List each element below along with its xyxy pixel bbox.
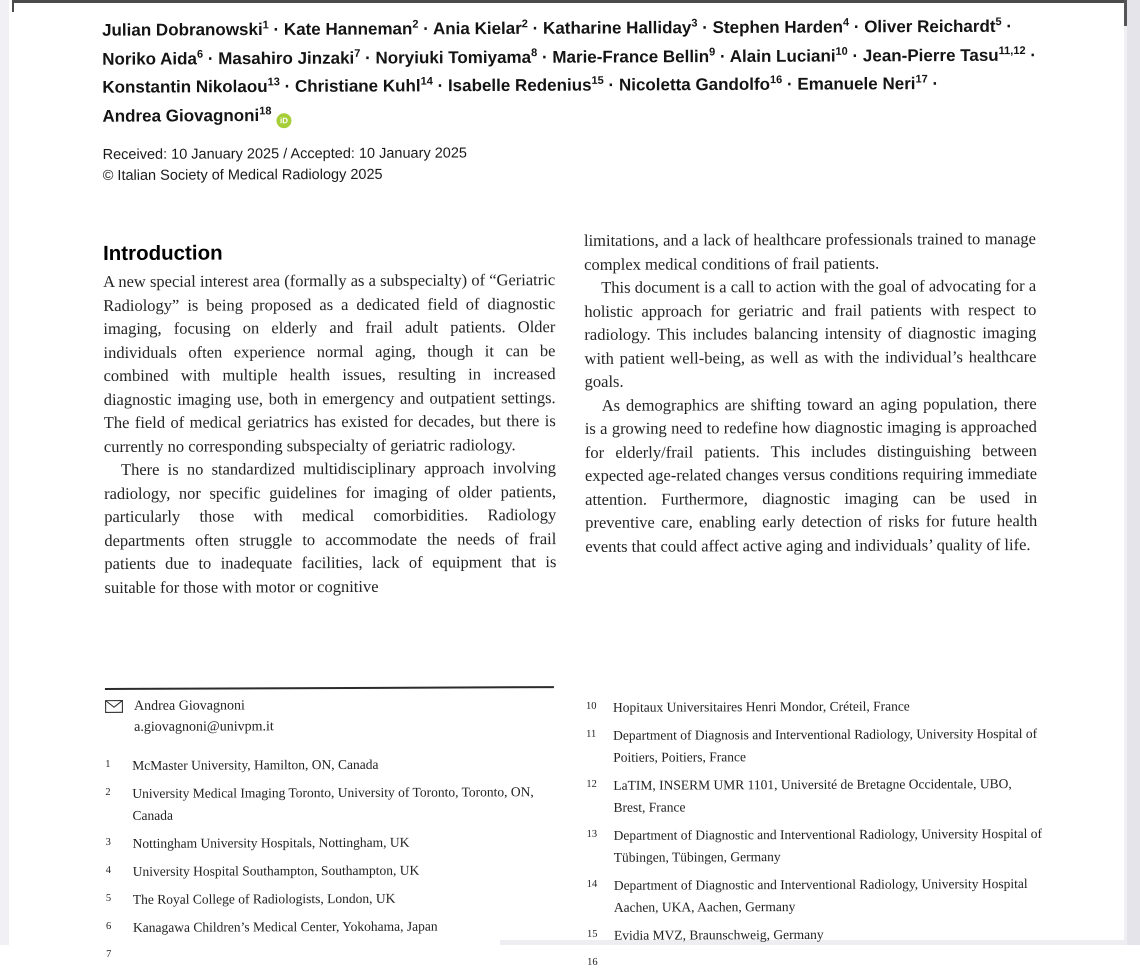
author-name: Stephen Harden (712, 17, 843, 38)
affiliations-left (105, 694, 558, 970)
affiliation-number: 11 (586, 728, 597, 740)
author-affiliation-superscript: 18 (259, 105, 272, 118)
corresponding-author-name: Andrea Giovagnoni (133, 698, 245, 714)
received-accepted-line: Received: 10 January 2025 / Accepted: 10 January 2025 (102, 145, 468, 164)
paragraph: As demographics are shifting toward an aging population, there is a growing need to redefine how diagnostic imaging is approached for elderly/frail patients. This includes distinguishing between expected age-related changes versus conditions requiring immediate attention. Furthermore, diagnostic imaging can be used in preventive care, enabling early detection of risks for future health events that could affect active aging and individuals’ quality of life. (584, 393, 1038, 556)
author-name: Oliver Reichardt (864, 16, 996, 37)
affiliation-text: University Medical Imaging Toronto, University of Toronto, Toronto, ON, Canada (132, 784, 534, 823)
author-affiliation-superscript: 16 (769, 74, 783, 87)
author-separator-dot: · (849, 17, 865, 37)
author-affiliation-superscript: 15 (591, 75, 604, 88)
envelope-icon (105, 696, 123, 738)
affiliation-item (106, 915, 558, 939)
affiliation-item (587, 923, 1045, 947)
author-separator-dot: · (697, 18, 713, 38)
author-name: Isabelle Redenius (447, 75, 592, 96)
affiliation-number: 6 (105, 921, 112, 933)
copyright-line: © Italian Society of Medical Radiology 2025 (102, 166, 383, 184)
author-block (102, 10, 1067, 129)
affiliation-item (586, 723, 1044, 769)
affiliation-number: 14 (586, 878, 598, 890)
affiliation-text (614, 951, 1045, 972)
affiliation-item (105, 781, 557, 827)
author-affiliation-superscript: 11,12 (998, 44, 1026, 57)
author-affiliation-superscript: 8 (531, 46, 538, 59)
affiliation-number: 3 (105, 837, 111, 849)
author-name: Marie-France Bellin (552, 46, 710, 67)
author-separator-dot: · (418, 19, 434, 39)
affiliations-right (586, 695, 1045, 978)
author-line (102, 38, 1067, 71)
affiliation-text: Evidia MVZ, Braunschweig, Germany (613, 926, 824, 943)
author-name: Noryiuki Tomiyama (375, 47, 532, 68)
author-separator-dot: · (279, 77, 295, 97)
author-affiliation-superscript: 6 (196, 48, 204, 61)
author-separator-dot: · (927, 74, 939, 94)
affiliation-number: 13 (586, 828, 598, 840)
footnote-divider (105, 686, 554, 690)
author-separator-dot: · (268, 19, 284, 39)
affiliation-number: 10 (585, 700, 597, 712)
author-line (102, 67, 1067, 100)
intro-left-column (103, 268, 556, 599)
affiliation-item (106, 831, 558, 855)
author-name: Andrea Giovagnoni (102, 105, 260, 126)
affiliation-number: 1 (105, 759, 111, 771)
author-name: Katharine Halliday (542, 18, 692, 38)
affiliation-item (586, 695, 1044, 719)
author-name: Jean-Pierre Tasu (862, 45, 999, 66)
author-name: Noriko Aida (102, 48, 198, 69)
affiliation-item (106, 859, 558, 883)
author-separator-dot: · (1001, 16, 1013, 36)
affiliation-text: LaTIM, INSERM UMR 1101, Université de Bretagne Occidentale, UBO, Brest, France (613, 776, 1012, 815)
affiliation-number: 4 (105, 865, 112, 877)
author-separator-dot: · (603, 75, 619, 95)
affiliation-item (587, 823, 1045, 869)
author-line (102, 10, 1067, 43)
affiliation-item (105, 753, 557, 777)
section-heading-introduction: Introduction (102, 241, 223, 265)
affiliation-item (586, 773, 1044, 819)
intro-right-column (584, 227, 1037, 558)
affiliation-text: Nottingham University Hospitals, Nottingham, UK (132, 834, 410, 851)
author-separator-dot: · (527, 18, 544, 38)
affiliation-number: 16 (587, 956, 598, 968)
author-affiliation-superscript: 4 (842, 16, 850, 29)
author-affiliation-superscript: 3 (691, 17, 698, 30)
author-name: Alain Luciani (729, 46, 836, 66)
affiliation-text (133, 943, 558, 964)
affiliation-number: 12 (586, 778, 597, 790)
affiliation-item (106, 887, 558, 911)
author-name: Konstantin Nikolaou (102, 77, 268, 98)
author-name: Masahiro Jinzaki (218, 48, 355, 68)
author-affiliation-superscript: 5 (995, 16, 1002, 29)
affiliation-text: Department of Diagnostic and Interventional Radiology, University Hospital Aachen, UKA, Aachen, Germany (613, 876, 1028, 915)
affiliation-number: 7 (106, 949, 112, 961)
affiliation-text: Hopitaux Universitaires Henri Mondor, Créteil, France (612, 698, 910, 715)
author-affiliation-superscript: 17 (915, 73, 928, 86)
author-affiliation-superscript: 1 (262, 19, 269, 32)
author-name: Nicoletta Gandolfo (618, 75, 771, 95)
author-separator-dot: · (782, 74, 798, 95)
author-name: Julian Dobranowski (102, 19, 263, 40)
affiliation-text: McMaster University, Hamilton, ON, Canada (132, 756, 379, 773)
author-separator-dot: · (1025, 45, 1037, 65)
correspondence-block (105, 694, 557, 738)
orcid-icon[interactable]: iD (276, 113, 291, 128)
paragraph: A new special interest area (formally as a subspecialty) of “Geriatric Radiology” is being proposed as a dedicated field of diagnostic imaging, focusing on elderly and frail adult patients. Older individuals often experience normal aging, though it can be combined with multiple health issues, resulting in increased diagnostic imaging use, both in emergency and outpatient settings. The field of medical geriatrics has existed for decades, but there is currently no corresponding subspecialty of geriatric radiology. (103, 270, 556, 456)
paragraph: This document is a call to action with the goal of advocating for a holistic approach for geriatric and frail patients with respect to radiology. This includes balancing intensity of diagnostic imaging with patient well-being, as well as with the individual’s healthcare goals. (584, 275, 1037, 391)
author-name: Ania Kielar (432, 18, 522, 39)
affiliation-text: University Hospital Southampton, Southampton, UK (132, 862, 420, 879)
author-separator-dot: · (360, 48, 376, 68)
author-affiliation-superscript: 2 (521, 18, 528, 31)
paragraph: limitations, and a lack of healthcare professionals trained to manage complex medical conditions of frail patients. (583, 228, 1037, 274)
affiliation-item (106, 943, 558, 964)
author-name: Kate Hanneman (283, 19, 413, 39)
author-affiliation-superscript: 9 (709, 46, 716, 59)
author-separator-dot: · (537, 47, 553, 67)
affiliation-text: The Royal College of Radiologists, London, UK (132, 890, 396, 907)
affiliation-number: 5 (105, 893, 112, 905)
author-separator-dot: · (203, 48, 219, 68)
author-affiliation-superscript: 13 (267, 76, 280, 89)
affiliation-text: Department of Diagnostic and Interventional Radiology, University Hospital of Tübingen, Tübingen, Germany (613, 825, 1043, 865)
affiliation-number: 15 (586, 928, 598, 940)
corresponding-author-email[interactable]: a.giovagnoni@univpm.it (134, 719, 274, 735)
author-affiliation-superscript: 7 (354, 47, 361, 60)
author-separator-dot: · (847, 46, 863, 66)
affiliation-item (587, 873, 1045, 919)
paragraph: There is no standardized multidisciplinary approach involving radiology, nor specific guidelines for imaging of older patients, particularly those with medical comorbidities. Radiology departments often struggle to accommodate the needs of frail patients due to inadequate facilities, lack of equipment that is suitable for those with motor or cognitive (104, 458, 557, 597)
publication-meta (103, 143, 468, 186)
author-affiliation-superscript: 14 (420, 75, 433, 88)
author-separator-dot: · (715, 46, 730, 66)
affiliation-item (587, 951, 1045, 972)
author-separator-dot: · (432, 76, 448, 96)
affiliation-number: 2 (105, 787, 111, 799)
affiliation-text: Department of Diagnosis and Interventional Radiology, University Hospital of Poitiers, Poitiers, France (613, 725, 1038, 765)
author-name: Emanuele Neri (797, 74, 916, 94)
author-line (102, 96, 1067, 129)
author-affiliation-superscript: 2 (412, 18, 419, 31)
author-affiliation-superscript: 10 (835, 45, 848, 58)
affiliation-text: Kanagawa Children’s Medical Center, Yokohama, Japan (132, 918, 438, 935)
author-name: Christiane Kuhl (294, 76, 421, 97)
